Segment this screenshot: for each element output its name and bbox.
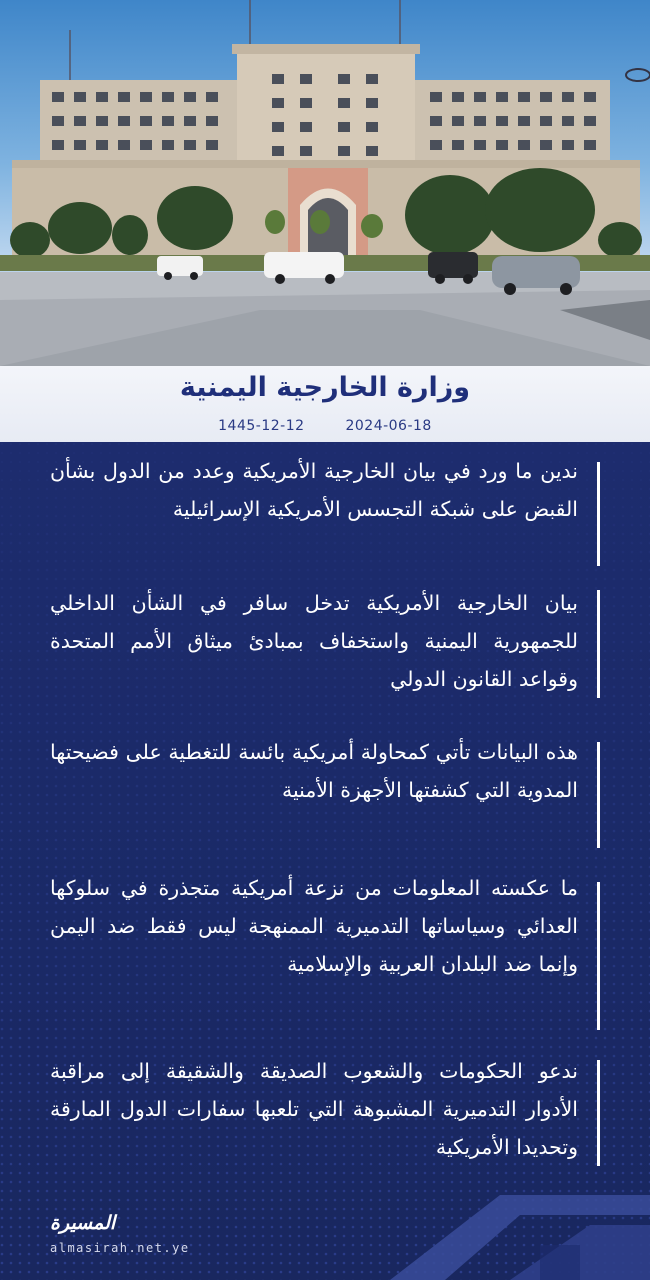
statement-paragraph-2: بيان الخارجية الأمريكية تدخل سافر في الشأن الداخلي للجمهورية اليمنية واستخفاف بمبادئ ميثاق الأمم المتحدة وقواعد القانون الدولي xyxy=(50,591,578,691)
title-band xyxy=(0,366,650,442)
statement-paragraph-5: ندعو الحكومات والشعوب الصديقة والشقيقة إلى مراقبة الأدوار التدميرية المشبوهة التي تلعبها سفارات الدول المارقة وتحديدا الأمريكية xyxy=(50,1059,578,1159)
paragraph-accent-bar xyxy=(597,590,600,698)
brand-decoration-shape xyxy=(350,1185,650,1280)
paragraph-accent-bar xyxy=(597,882,600,1030)
paragraph-accent-bar xyxy=(597,462,600,566)
date-hijri: 1445-12-12 xyxy=(218,418,305,434)
dates-row xyxy=(0,418,650,434)
statement-panel xyxy=(0,442,650,1280)
website-url: almasirah.net.ye xyxy=(50,1241,190,1255)
paragraph-accent-bar xyxy=(597,1060,600,1166)
date-gregorian: 2024-06-18 xyxy=(345,418,432,434)
building-photo xyxy=(0,0,650,366)
statement-paragraph-4: ما عكسته المعلومات من نزعة أمريكية متجذرة في سلوكها العدائي وسياساتها التدميرية الممنهجة ليس فقط ضد اليمن وإنما ضد البلدان العربية والإسلامية xyxy=(50,876,578,976)
statement-paragraph-1: ندين ما ورد في بيان الخارجية الأمريكية وعدد من الدول بشأن القبض على شبكة التجسس الأمريكية الإسرائيلية xyxy=(50,459,578,521)
page-title: وزارة الخارجية اليمنية xyxy=(179,372,471,403)
almasirah-logo: المسيرة xyxy=(50,1212,116,1234)
statement-paragraph-3: هذه البيانات تأتي كمحاولة أمريكية بائسة للتغطية على فضيحتها المدوية التي كشفتها الأجهزة الأمنية xyxy=(50,740,578,802)
ministry-building-illustration xyxy=(0,0,650,366)
paragraph-accent-bar xyxy=(597,742,600,848)
